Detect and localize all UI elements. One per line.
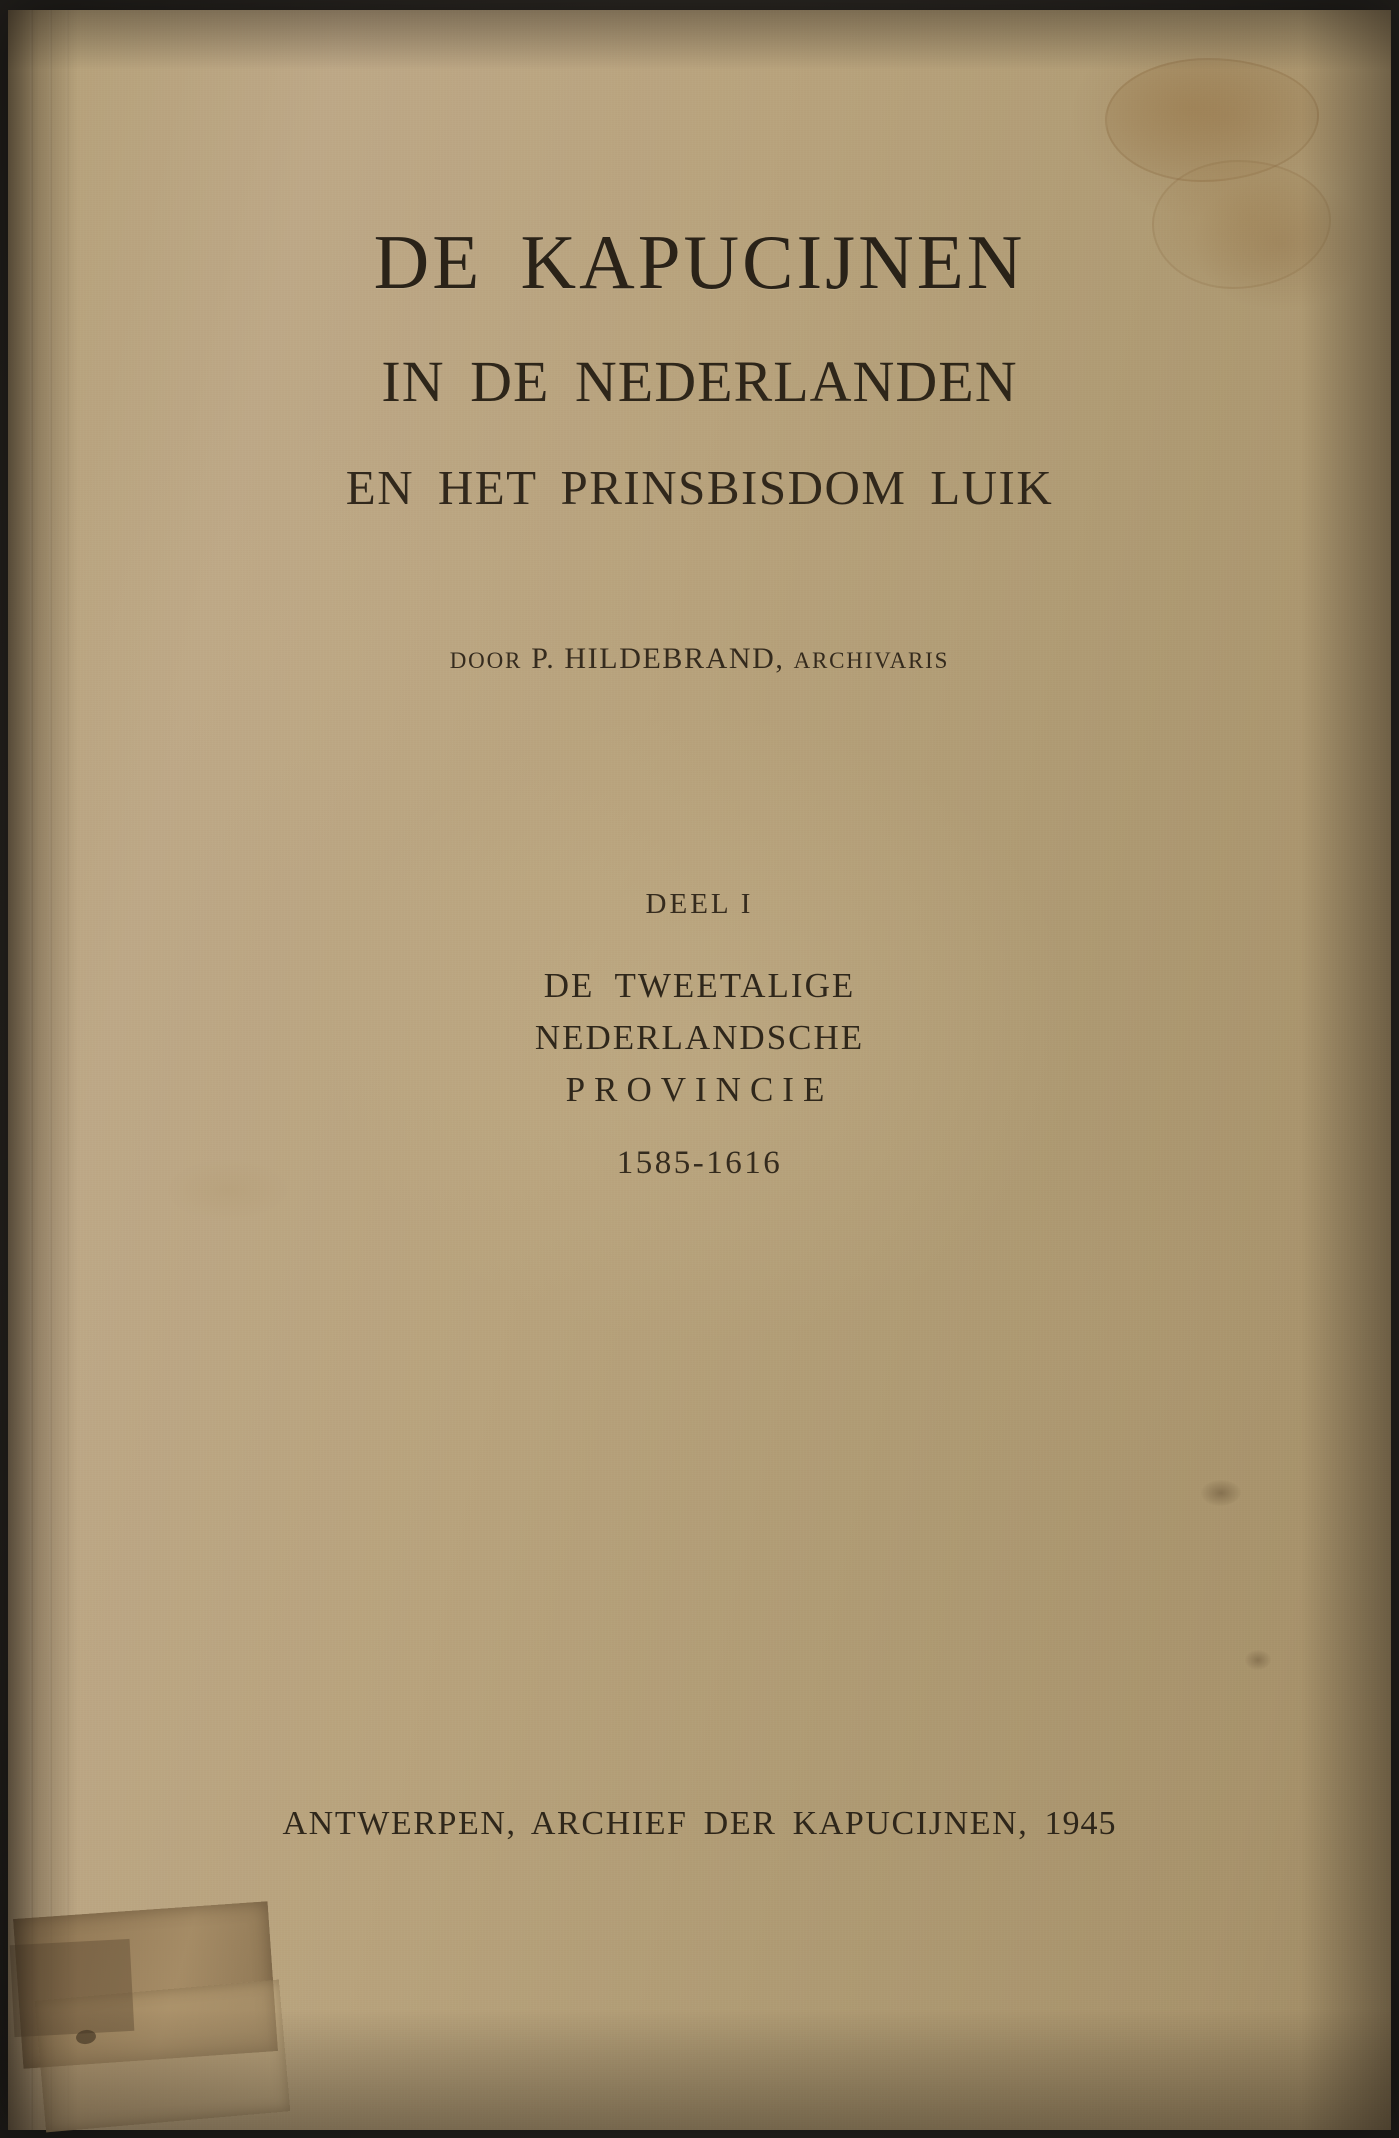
title-line-three: EN HET PRINSBISDOM LUIK xyxy=(345,460,1054,515)
title-line-two: IN DE NEDERLANDEN xyxy=(381,349,1018,414)
part-title-line-one: DE TWEETALIGE xyxy=(543,966,856,1005)
tape-strip-three xyxy=(10,1939,135,2037)
author-role: ARCHIVARIS xyxy=(793,648,950,673)
tape-hole-icon xyxy=(75,2029,97,2046)
imprint-publisher: ARCHIEF DER KAPUCIJNEN, xyxy=(530,1805,1029,1842)
top-edge-shadow xyxy=(8,10,1391,70)
imprint-place: ANTWERPEN, xyxy=(282,1805,517,1842)
tape-strip-two xyxy=(35,1980,291,2133)
date-range: 1585-1616 xyxy=(616,1145,783,1181)
author-prefix: DOOR xyxy=(449,648,523,673)
book-cover xyxy=(8,10,1391,2130)
part-title xyxy=(8,960,1391,1116)
bottom-edge-shadow xyxy=(8,2010,1391,2130)
imprint-year: 1945 xyxy=(1044,1805,1117,1842)
foxing-spot-icon xyxy=(1201,1480,1241,1506)
volume-label: DEEL I xyxy=(645,888,754,920)
author-name: P. HILDEBRAND, xyxy=(531,642,785,675)
tape-patch xyxy=(18,1870,318,2120)
water-stain-icon xyxy=(1105,58,1319,182)
tape-strip-one xyxy=(13,1901,278,2068)
page-title: DE KAPUCIJNEN xyxy=(373,219,1026,305)
foxing-spot-secondary-icon xyxy=(1245,1650,1271,1670)
imprint-line xyxy=(8,1805,1391,1843)
part-title-line-two: NEDERLANDSCHE xyxy=(534,1018,865,1057)
author-line xyxy=(8,642,1391,676)
part-title-line-three: PROVINCIE xyxy=(565,1070,834,1109)
